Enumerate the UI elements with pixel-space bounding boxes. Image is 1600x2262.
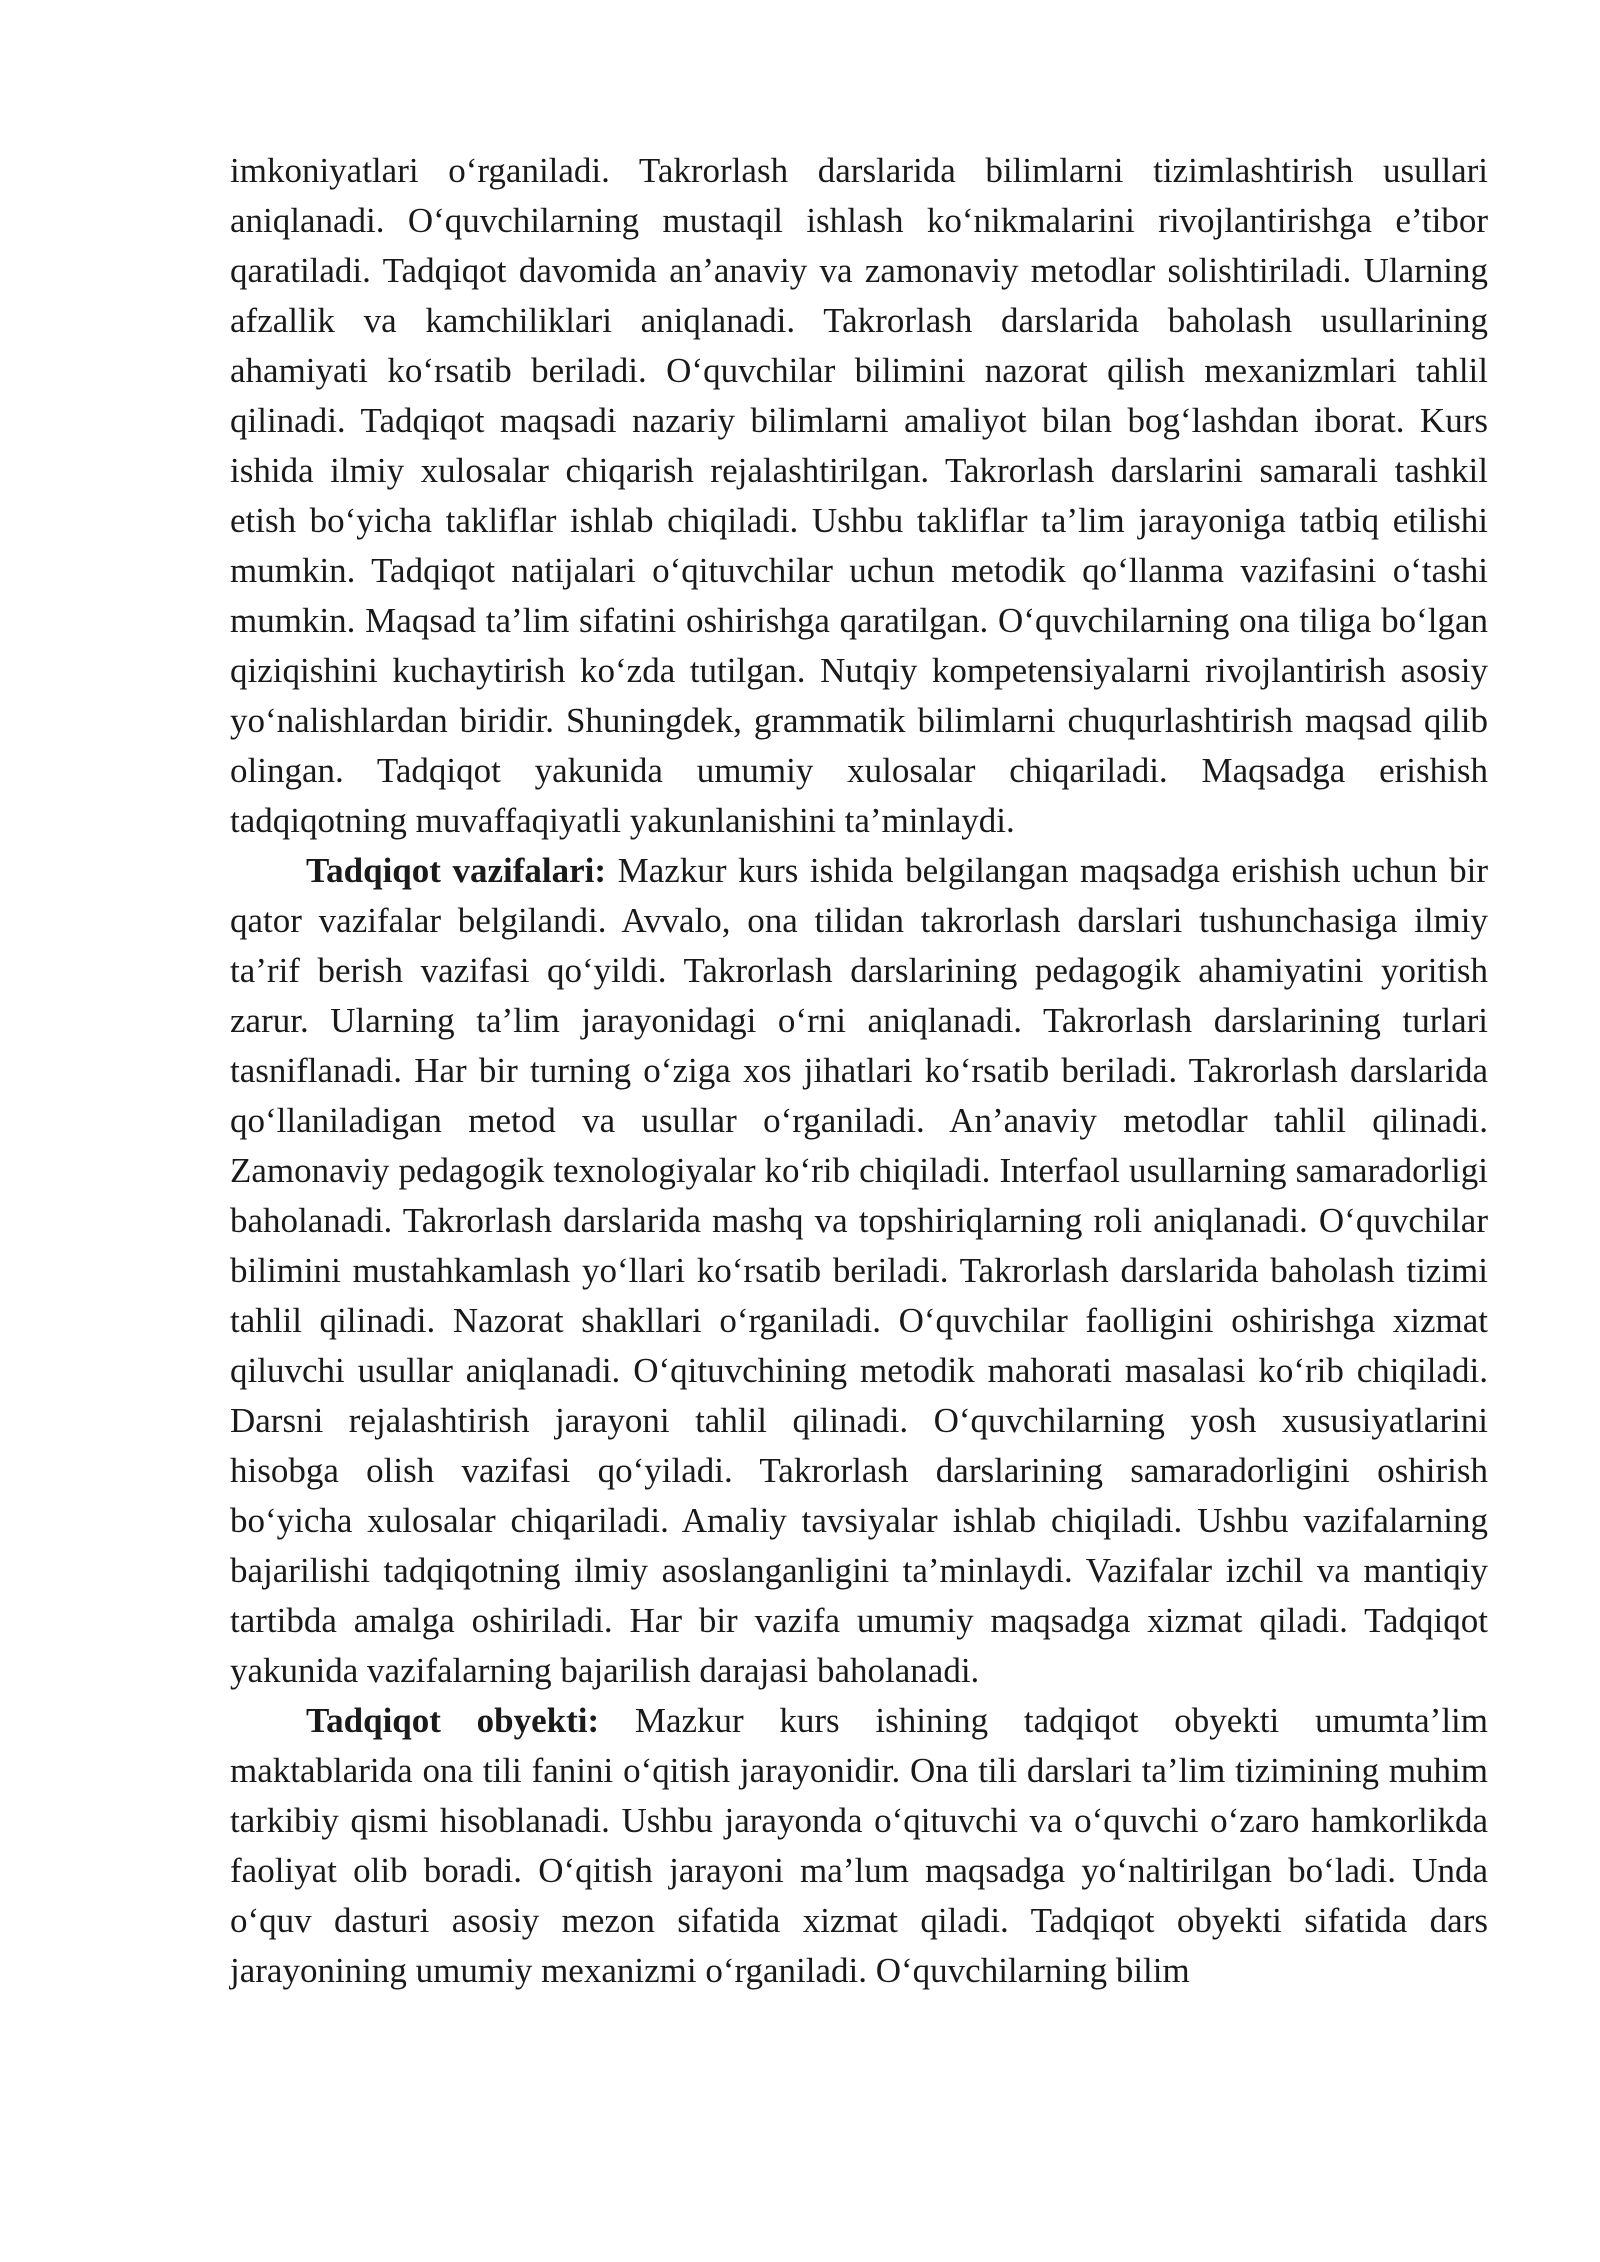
document-page	[230, 146, 1488, 1996]
paragraph-text: Mazkur kurs ishining tadqiqot obyekti umumta’lim maktablarida ona tili fanini o‘qitish jarayonidir. Ona tili darslari ta’lim tizimining muhim tarkibiy qismi hisoblanadi. Ushbu jarayonda o‘qituvchi va o‘quvchi o‘zaro hamkorlikda faoliyat olib boradi. O‘qitish jarayoni ma’lum maqsadga yo‘naltirilgan bo‘ladi. Unda o‘quv dasturi asosiy mezon sifatida xizmat qiladi. Tadqiqot obyekti sifatida dars jarayonining umumiy mexanizmi o‘rganiladi. O‘quvchilarning bilim	[230, 1701, 1488, 1990]
paragraph-objectives-continued	[230, 146, 1488, 846]
paragraph-text: imkoniyatlari o‘rganiladi. Takrorlash darslarida bilimlarni tizimlashtirish usullari aniqlanadi. O‘quvchilarning mustaqil ishlash ko‘nikmalarini rivojlantirishga e’tibor qaratiladi. Tadqiqot davomida an’anaviy va zamonaviy metodlar solishtiriladi. Ularning afzallik va kamchiliklari aniqlanadi. Takrorlash darslarida baholash usullarining ahamiyati ko‘rsatib beriladi. O‘quvchilar bilimini nazorat qilish mexanizmlari tahlil qilinadi. Tadqiqot maqsadi nazariy bilimlarni amaliyot bilan bog‘lashdan iborat. Kurs ishida ilmiy xulosalar chiqarish rejalashtirilgan. Takrorlash darslarini samarali tashkil etish bo‘yicha takliflar ishlab chiqiladi. Ushbu takliflar ta’lim jarayoniga tatbiq etilishi mumkin. Tadqiqot natijalari o‘qituvchilar uchun metodik qo‘llanma vazifasini o‘tashi mumkin. Maqsad ta’lim sifatini oshirishga qaratilgan. O‘quvchilarning ona tiliga bo‘lgan qiziqishini kuchaytirish ko‘zda tutilgan. Nutqiy kompetensiyalarni rivojlantirish asosiy yo‘nalishlardan biridir. Shuningdek, grammatik bilimlarni chuqurlashtirish maqsad qilib olingan. Tadqiqot yakunida umumiy xulosalar chiqariladi. Maqsadga erishish tadqiqotning muvaffaqiyatli yakunlanishini ta’minlaydi.	[230, 151, 1488, 840]
paragraph-research-tasks	[230, 846, 1488, 1696]
paragraph-research-object	[230, 1696, 1488, 1996]
paragraph-text: Mazkur kurs ishida belgilangan maqsadga erishish uchun bir qator vazifalar belgilandi. Avvalo, ona tilidan takrorlash darslari tushunchasiga ilmiy ta’rif berish vazifasi qo‘yildi. Takrorlash darslarining pedagogik ahamiyatini yoritish zarur. Ularning ta’lim jarayonidagi o‘rni aniqlanadi. Takrorlash darslarining turlari tasniflanadi. Har bir turning o‘ziga xos jihatlari ko‘rsatib beriladi. Takrorlash darslarida qo‘llaniladigan metod va usullar o‘rganiladi. An’anaviy metodlar tahlil qilinadi. Zamonaviy pedagogik texnologiyalar ko‘rib chiqiladi. Interfaol usullarning samaradorligi baholanadi. Takrorlash darslarida mashq va topshiriqlarning roli aniqlanadi. O‘quvchilar bilimini mustahkamlash yo‘llari ko‘rsatib beriladi. Takrorlash darslarida baholash tizimi tahlil qilinadi. Nazorat shakllari o‘rganiladi. O‘quvchilar faolligini oshirishga xizmat qiluvchi usullar aniqlanadi. O‘qituvchining metodik mahorati masalasi ko‘rib chiqiladi. Darsni rejalashtirish jarayoni tahlil qilinadi. O‘quvchilarning yosh xususiyatlarini hisobga olish vazifasi qo‘yiladi. Takrorlash darslarining samaradorligini oshirish bo‘yicha xulosalar chiqariladi. Amaliy tavsiyalar ishlab chiqiladi. Ushbu vazifalarning bajarilishi tadqiqotning ilmiy asoslanganligini ta’minlaydi. Vazifalar izchil va mantiqiy tartibda amalga oshiriladi. Har bir vazifa umumiy maqsadga xizmat qiladi. Tadqiqot yakunida vazifalarning bajarilish darajasi baholanadi.	[230, 851, 1488, 1690]
section-heading-research-tasks: Tadqiqot vazifalari:	[306, 851, 607, 890]
section-heading-research-object: Tadqiqot obyekti:	[306, 1701, 600, 1740]
